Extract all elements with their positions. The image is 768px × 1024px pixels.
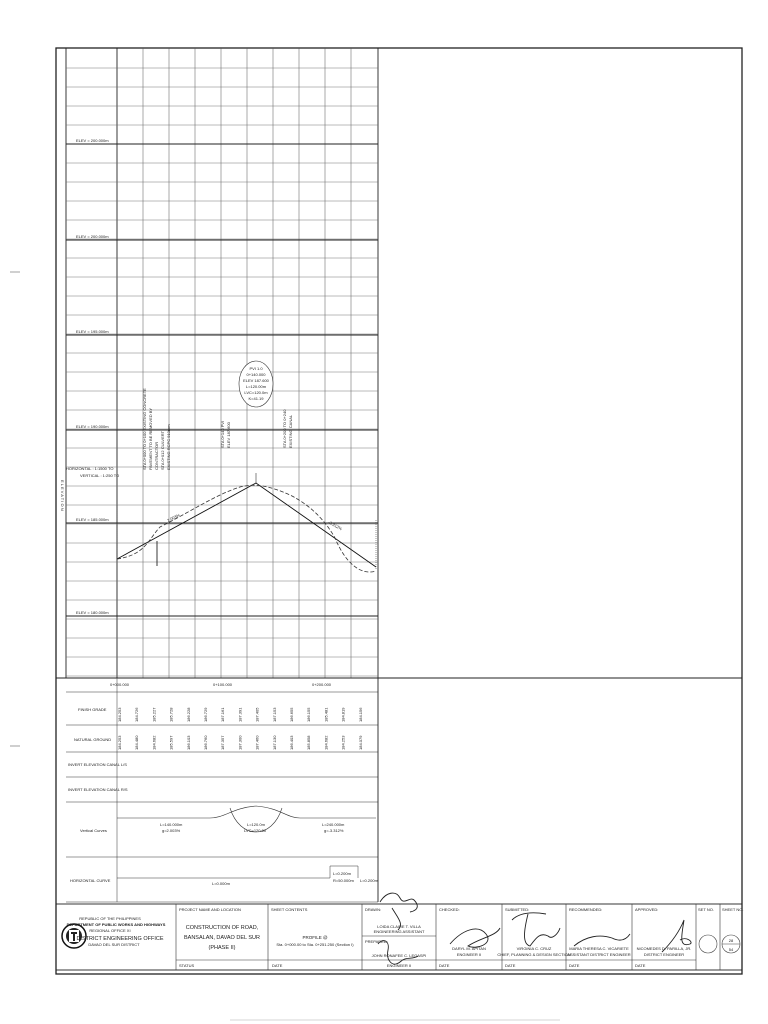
approved-title: DISTRICT ENGINEER [643,952,685,957]
finish-grade-value: 185.481 [323,707,329,722]
finish-grade-value: 186.155 [306,707,312,722]
natural-ground-value: 187.460 [254,735,260,750]
natural-ground-value: 187.300 [237,735,243,750]
elevation-label: ELEV = 195.000m [76,329,109,334]
status-label: STATUS [179,963,195,968]
annotation-line: EXISTING RCPC 910mm [166,424,171,470]
vertical-curve-diagram [117,806,376,818]
vc-label: L=140.000m [160,822,183,827]
finish-grade-value: 185.728 [168,707,174,722]
natural-ground-value: 184.253 [340,735,346,750]
pvi-line: K=41.19 [248,396,264,401]
date-label: DATE [635,963,646,968]
signature-recommended [574,934,630,946]
prepared-title: ENGINEER II [386,963,412,968]
date-label: DATE [439,963,450,968]
agency-line: DAVAO DEL SUR DISTRICT [88,942,140,947]
signature-checked [450,928,500,947]
recommended-name: MARIA THERESA C. VICARIETE [569,946,629,951]
natural-ground-value: 184.079 [357,735,363,750]
annotation-line: STA 0+000 TO 0+100 EXISTING CONCRETE [142,388,147,470]
sheet-no-label: SHEET NO. [722,907,744,912]
elevation-label: ELEV = 200.000m [76,138,109,143]
approved-label: APPROVED: [635,907,659,912]
sheet-border [56,48,742,974]
row-label: NATURAL GROUND [74,737,112,742]
natural-ground-value: 184.480 [134,735,140,750]
natural-ground-value: 187.130 [271,735,277,750]
project-name-label: PROJECT NAME AND LOCATION [179,907,241,912]
row-label: INVERT ELEVATION CANAL R/S [68,787,128,792]
project-line: (PHASE II) [208,945,236,951]
finish-grade-value: 184.156 [357,707,363,722]
row-label: Vertical Curves [80,828,107,833]
vertical-scale: VERTICAL : 1:250 TO [80,473,120,478]
agency-line: REPUBLIC OF THE PHILIPPINES [79,916,141,921]
elevation-label: ELEV = 200.000m [76,234,109,239]
pvi-line: L=120.00m [245,384,267,389]
horizontal-scale: HORIZONTAL : 1:1500 TO [66,466,114,471]
natural-ground-value: 185.858 [306,735,312,750]
finish-grade-value: 187.391 [237,707,243,722]
signature-submitted [512,913,560,946]
sheet-contents-label: SHEET CONTENTS [271,907,308,912]
submitted-label: SUBMITTED: [505,907,530,912]
annotation-line: STA 0+200 TO 0+240 [282,409,287,448]
annotation-line: ELEV 187.600 [226,422,231,448]
profile-data-table [56,678,742,902]
finish-grade-value: 187.153 [271,707,277,722]
sheet-contents: Sta. 0+000.00 to Sta. 0+251.250 (Section I) [276,942,354,947]
side-label: E L E V A T I O N [60,480,65,511]
date-label: DATE [505,963,516,968]
pvi-line: PVI 1.0 [249,366,263,371]
profile-grid [66,48,378,678]
agency-line: DEPARTMENT OF PUBLIC WORKS AND HIGHWAYS [66,922,166,927]
row-label: FINISH GRADE [78,707,107,712]
submitted-name: VIRGINIA C. CRUZ [516,946,552,951]
natural-ground-values [117,735,363,750]
set-circle [699,935,717,953]
grade-right: -3.312% [327,519,343,532]
drawn-name: LOIDA CLAIRE T. VILLA [377,924,421,929]
vc-label: LVC=120.00 [244,828,267,833]
natural-ground-value: 184.682 [151,735,157,750]
set-no-label: SET NO. [698,907,714,912]
checked-label: CHECKED: [439,907,460,912]
vc-label: L=120.0m [247,822,265,827]
annotation-line: EXISTING CANAL [288,414,293,448]
date-label: DATE [569,963,580,968]
vc-label: g=-3.312% [324,828,344,833]
natural-ground-value: 184.682 [323,735,329,750]
hc-label: L=0.200m [360,878,378,883]
sheet-number: 28 [728,938,734,943]
finish-grade-value: 187.405 [254,707,260,722]
finish-grade-value: 186.655 [289,707,294,722]
finish-grade-value: 187.161 [220,707,226,722]
natural-ground-value: 187.357 [220,735,226,750]
grade-left: 2.003% [166,512,181,523]
pvi-line: ELEV 187.600 [243,378,269,383]
finish-grade-value: 184.819 [340,707,346,722]
sheet-total: 54 [728,947,734,952]
natural-ground-value: 186.403 [289,735,294,750]
natural-ground-value: 184.253 [117,735,122,750]
finish-grade-value: 184.726 [134,707,140,722]
pvi-line: LVC=120.0m [244,390,268,395]
annotation-line: STA 0+140 PVI [220,420,225,448]
station-label: 0+000.000 [110,682,130,687]
agency-line: REGIONAL OFFICE XI [89,928,131,933]
finish-grade-value: 184.253 [117,707,122,722]
annotation-line: CONTRACTOR [154,441,159,470]
agency-line: DISTRICT ENGINEERING OFFICE [76,936,164,942]
annotation-line: PAVEMENT TO BE REMOVED BY [148,407,153,470]
natural-ground-value: 186.103 [185,735,191,750]
elevation-label: ELEV = 190.000m [76,424,109,429]
recommended-title: ASSISTANT DISTRICT ENGINEER [567,952,631,957]
finish-grade-value: 186.729 [203,707,208,722]
drawn-label: DRAWN: [365,907,382,912]
project-line: CONSTRUCTION OF ROAD, [185,925,259,931]
vc-label: g=2.003% [162,828,181,833]
annotation-right [282,409,293,448]
sheet-contents: PROFILE @ [302,935,328,940]
approved-name: NICOMEDES D. PARILLA, JR. [636,946,692,951]
elevation-labels [76,138,109,615]
vc-label: L=240.000m [322,822,345,827]
recommended-label: RECOMMENDED: [569,907,603,912]
station-label: 0+200.000 [312,682,332,687]
submitted-title: CHIEF, PLANNING & DESIGN SECTION [497,952,571,957]
prepared-name: JOHN RONAFEE C. LEGASPI [371,953,427,958]
pvi-line: 0+140.000 [246,372,266,377]
annotation-center [220,421,231,448]
hc-label: L=0.000m [212,881,230,886]
elevation-label: ELEV = 180.000m [76,610,109,615]
project-line: BANSALAN, DAVAO DEL SUR [183,935,261,941]
natural-ground-value: 185.597 [168,735,174,750]
finish-grade-value: 185.227 [151,707,157,722]
date-label: DATE [272,963,283,968]
hc-label: R=50.000m [333,878,354,883]
checked-name: DARYL M. APITAN [452,946,486,951]
title-block [56,893,744,970]
row-label: HORIZONTAL CURVE [70,878,111,883]
hc-label: L=0.200m [333,871,351,876]
station-label: 0+100.000 [213,682,233,687]
finish-grade-value: 186.228 [185,707,191,722]
prepared-label: PREPARED: [365,939,388,944]
drawn-title: ENGINEERING ASSISTANT [373,929,425,934]
finish-grade-values [117,707,363,722]
row-label: INVERT ELEVATION CANAL L/S [68,762,127,767]
annotation-line: STA 0+012 CULVERT [160,430,165,470]
checked-title: ENGINEER II [456,952,482,957]
elevation-label: ELEV = 185.000m [76,517,109,522]
natural-ground-value: 186.760 [203,735,208,750]
